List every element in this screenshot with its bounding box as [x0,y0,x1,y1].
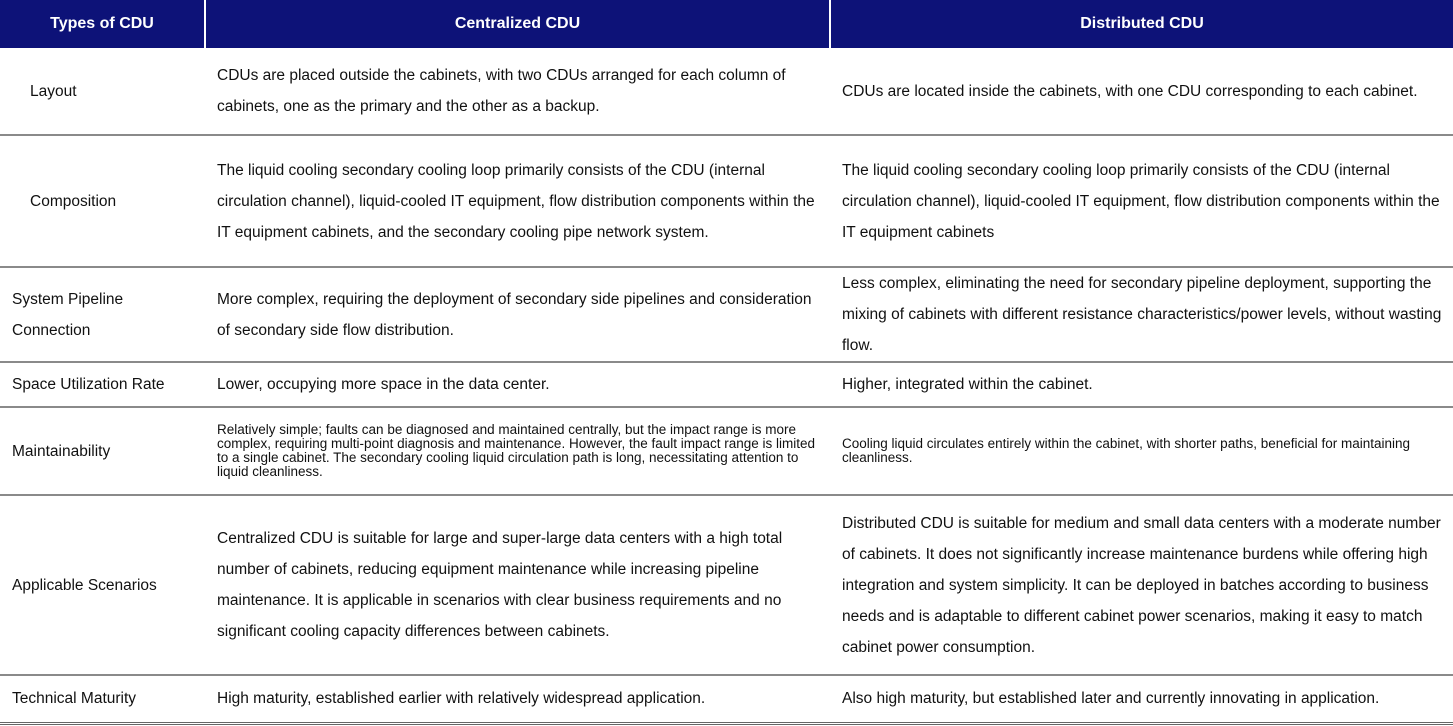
table-row-system-pipeline-connection [0,267,1453,362]
header-types-of-cdu: Types of CDU [0,0,205,48]
distributed-cell: The liquid cooling secondary cooling loop primarily consists of the CDU (internal circulation channel), liquid-cooled IT equipment, flow distribution components within the IT equipment cabinets [830,135,1453,267]
row-label: Technical Maturity [0,675,205,723]
distributed-cell: Higher, integrated within the cabinet. [830,362,1453,407]
centralized-cell: Centralized CDU is suitable for large and super-large data centers with a high total number of cabinets, reducing equipment maintenance while increasing pipeline maintenance. It is applicable in scenarios with clear business requirements and no significant cooling capacity differences between cabinets. [205,495,830,675]
centralized-cell: More complex, requiring the deployment of secondary side pipelines and consideration of secondary side flow distribution. [205,267,830,362]
centralized-cell: CDUs are placed outside the cabinets, with two CDUs arranged for each column of cabinets, one as the primary and the other as a backup. [205,48,830,135]
header-row [0,0,1453,48]
row-label: Space Utilization Rate [0,362,205,407]
header-centralized-cdu: Centralized CDU [205,0,830,48]
table-row-layout [0,48,1453,135]
table-row-applicable-scenarios [0,495,1453,675]
centralized-cell: The liquid cooling secondary cooling loop primarily consists of the CDU (internal circulation channel), liquid-cooled IT equipment, flow distribution components within the IT equipment cabinets, and the secondary cooling pipe network system. [205,135,830,267]
row-label: Composition [0,135,205,267]
centralized-cell: Lower, occupying more space in the data center. [205,362,830,407]
header-distributed-cdu: Distributed CDU [830,0,1453,48]
centralized-cell: High maturity, established earlier with relatively widespread application. [205,675,830,723]
table-header [0,0,1453,48]
row-label: Applicable Scenarios [0,495,205,675]
table-row-technical-maturity [0,675,1453,723]
distributed-cell: Distributed CDU is suitable for medium and small data centers with a moderate number of cabinets. It does not significantly increase maintenance burdens while offering high integration and system simplicity. It can be deployed in batches according to business needs and is adaptable to different cabinet power scenarios, making it easy to match cabinet power consumption. [830,495,1453,675]
distributed-cell: Cooling liquid circulates entirely within the cabinet, with shorter paths, beneficial for maintaining cleanliness. [830,407,1453,495]
row-label: Layout [0,48,205,135]
distributed-cell: CDUs are located inside the cabinets, with one CDU corresponding to each cabinet. [830,48,1453,135]
table-row-maintainability [0,407,1453,495]
table-row-composition [0,135,1453,267]
table-body [0,48,1453,723]
distributed-cell: Less complex, eliminating the need for secondary pipeline deployment, supporting the mixing of cabinets with different resistance characteristics/power levels, without wasting flow. [830,267,1453,362]
distributed-cell: Also high maturity, but established later and currently innovating in application. [830,675,1453,723]
row-label: Maintainability [0,407,205,495]
centralized-cell: Relatively simple; faults can be diagnosed and maintained centrally, but the impact range is more complex, requiring multi-point diagnosis and maintenance. However, the fault impact range is limited to a single cabinet. The secondary cooling liquid circulation path is long, necessitating attention to liquid cleanliness. [205,407,830,495]
row-label: System Pipeline Connection [0,267,205,362]
table-row-space-utilization-rate [0,362,1453,407]
